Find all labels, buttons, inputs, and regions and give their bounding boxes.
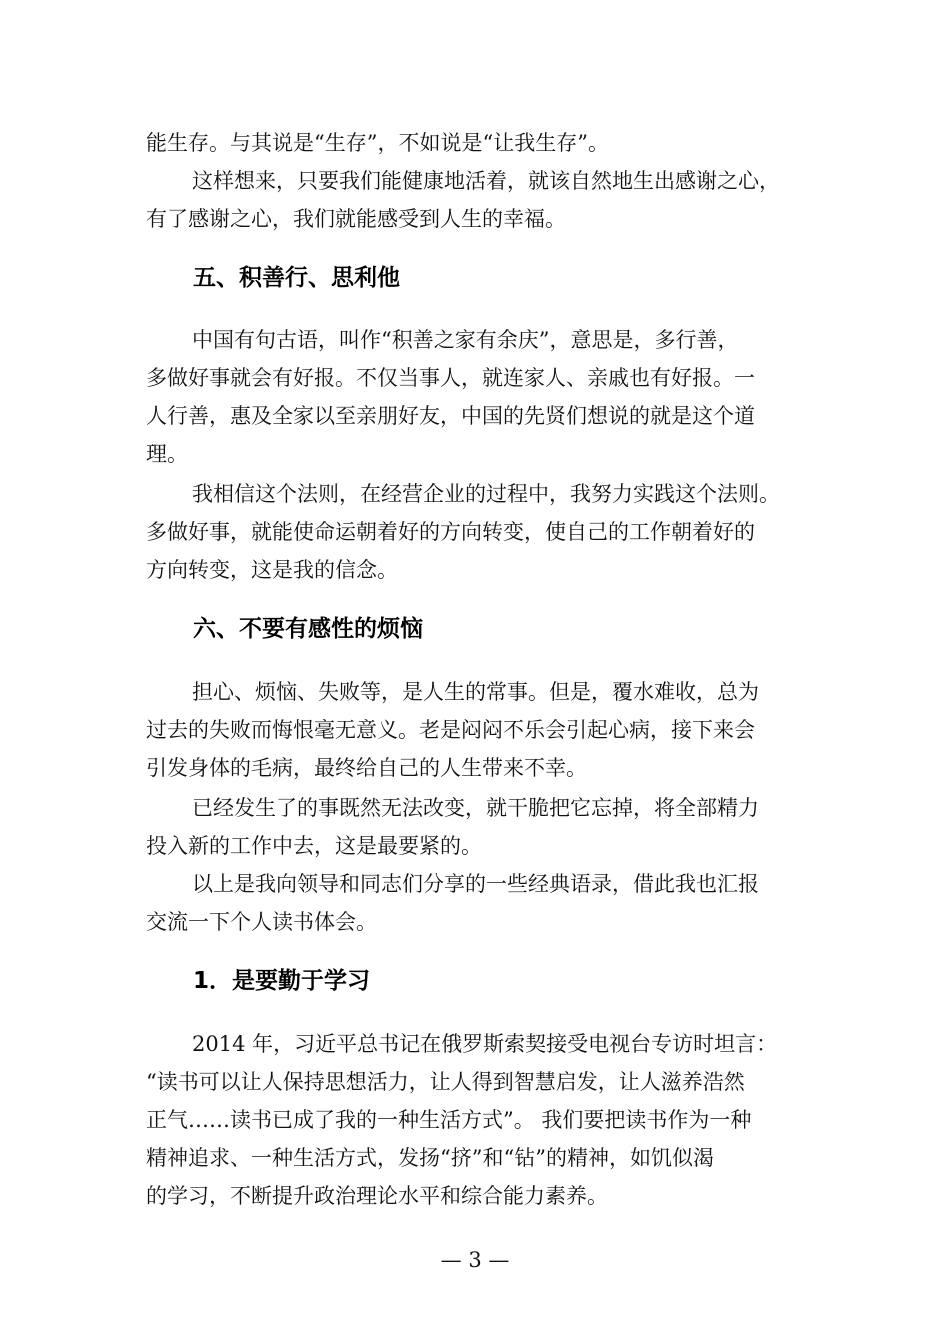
text-line: 有了感谢之心，我们就能感受到人生的幸福。 xyxy=(146,207,566,231)
text-line: 多做好事，就能使命运朝着好的方向转变，使自己的工作朝着好的 xyxy=(146,520,755,544)
text-line: 已经发生了的事既然无法改变，就干脆把它忘掉，将全部精力 xyxy=(192,796,759,820)
text-line: 引发身体的毛病，最终给自己的人生带来不幸。 xyxy=(146,756,587,780)
text-line: 的学习，不断提升政治理论水平和综合能力素养。 xyxy=(146,1184,608,1208)
text-line: 人行善，惠及全家以至亲朋好友，中国的先贤们想说的就是这个道 xyxy=(146,404,755,428)
text-line: 多做好事就会有好报。不仅当事人，就连家人、亲戚也有好报。一 xyxy=(146,366,755,390)
text-line: 2014 年，习近平总书记在俄罗斯索契接受电视台专访时坦言： xyxy=(192,1032,778,1056)
section-heading: 五、积善行、思利他 xyxy=(193,265,400,291)
page-number: — 3 — xyxy=(440,1248,510,1272)
text-line: 投入新的工作中去，这是最要紧的。 xyxy=(146,834,482,858)
text-line: 我相信这个法则，在经营企业的过程中，我努力实践这个法则。 xyxy=(192,482,780,506)
text-line: 能生存。与其说是“生存”，不如说是“让我生存”。 xyxy=(146,131,609,155)
text-line: 过去的失败而悔恨毫无意义。老是闷闷不乐会引起心病，接下来会 xyxy=(146,718,755,742)
text-line: 方向转变，这是我的信念。 xyxy=(146,558,398,582)
section-heading: 六、不要有感性的烦恼 xyxy=(193,616,423,642)
text-line: 中国有句古语，叫作“积善之家有余庆”，意思是，多行善， xyxy=(192,328,739,352)
text-line: 精神追求、一种生活方式，发扬“挤”和“钻”的精神，如饥似渴 xyxy=(146,1146,714,1170)
text-line: 担心、烦恼、失败等，是人生的常事。但是，覆水难收，总为 xyxy=(192,680,759,704)
text-line: 交流一下个人读书体会。 xyxy=(146,910,377,934)
text-line: 这样想来，只要我们能健康地活着，就该自然地生出感谢之心， xyxy=(192,169,780,193)
text-line: “读书可以让人保持思想活力，让人得到智慧启发，让人滋养浩然 xyxy=(146,1070,745,1094)
text-line: 理。 xyxy=(146,442,188,466)
text-line: 正气……读书已成了我的一种生活方式”。 我们要把读书作为一种 xyxy=(146,1108,752,1132)
section-heading: 1．是要勤于学习 xyxy=(193,968,371,994)
text-line: 以上是我向领导和同志们分享的一些经典语录，借此我也汇报 xyxy=(192,872,759,896)
